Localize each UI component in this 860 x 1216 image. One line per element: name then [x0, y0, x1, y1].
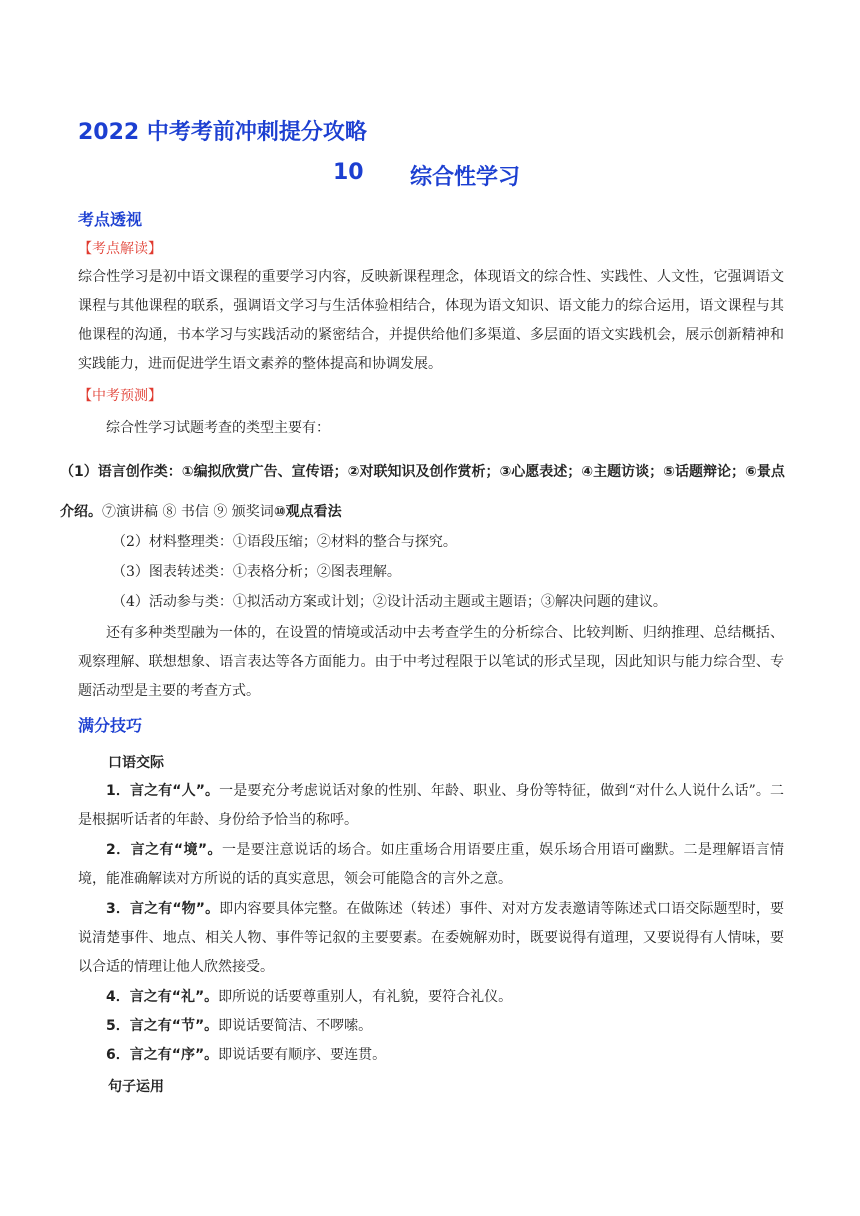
paragraph-intro: 综合性学习是初中语文课程的重要学习内容，反映新课程理念，体现语文的综合性、实践性、人文性，它强调语文课程与其他课程的联系，强调语文学习与生活体验相结合，体现为语文知识、语文能力的综合运用，语文课程与其他课程的沟通，书本学习与实践活动的紧密结合，并提供给他们多渠道、多层面的语文实践机会，展示创新精神和实践能力，进而促进学生语文素养的整体提高和协调发展。: [78, 269, 784, 372]
type-item-1-tail: ⑩观点看法: [273, 504, 342, 520]
subheading-jiedu: 【考点解读】: [78, 241, 162, 257]
chapter-number: 10: [333, 160, 364, 185]
tip-item-1-label: 1．言之有“人”。: [106, 783, 220, 799]
tip-item-1-text: 一是要充分考虑说话对象的性别、年龄、职业、身份等特征，做到“对什么人说什么话”。二是根据听话者的年龄、身份给予恰当的称呼。: [78, 783, 784, 828]
tip-item-5: [78, 1012, 784, 1041]
chapter-title: 综合性学习: [410, 165, 521, 190]
type-item-2: （2）材料整理类：①语段压缩；②材料的整合与探究。: [112, 534, 457, 550]
section-heading-jiqiao: 满分技巧: [78, 716, 143, 735]
type-item-3: （3）图表转述类：①表格分析；②图表理解。: [112, 564, 401, 580]
tip-item-3: [78, 895, 784, 982]
tip-item-4-label: 4．言之有“礼”。: [106, 989, 219, 1005]
tip-item-3-text: 即内容要具体完整。在做陈述（转述）事件、对对方发表邀请等陈述式口语交际题型时，要说清楚事件、地点、相关人物、事件等记叙的主要要素。在委婉解劝时，既要说得有道理，又要说得有人情味，要以合适的情理让他人欣然接受。: [78, 901, 784, 975]
section-heading-kaodian: 考点透视: [78, 210, 143, 229]
tip-item-6: [78, 1041, 784, 1070]
tip-item-3-label: 3．言之有“物”。: [106, 901, 220, 917]
types-intro: 综合性学习试题考查的类型主要有：: [106, 420, 330, 436]
tip-item-6-label: 6．言之有“序”。: [106, 1047, 219, 1063]
tip-item-6-text: 即说话要有顺序、要连贯。: [218, 1047, 387, 1063]
subheading-kouyu: 口语交际: [108, 755, 164, 771]
tip-item-2: [78, 836, 784, 894]
type-item-1: [60, 452, 785, 532]
tip-item-4: [78, 983, 784, 1012]
tip-item-1: [78, 777, 784, 835]
type-item-4: （4）活动参与类：①拟活动方案或计划；②设计活动主题或主题语；③解决问题的建议。: [112, 594, 667, 610]
paragraph-summary: 还有多种类型融为一体的，在设置的情境或活动中去考查学生的分析综合、比较判断、归纳推理、总结概括、观察理解、联想想象、语言表达等各方面能力。由于中考过程限于以笔试的形式呈现，因此知识与能力综合型、专题活动型是主要的考查方式。: [78, 625, 784, 699]
type-item-1-text: （1）语言创作类：①编拟欣赏广告、宣传语；②对联知识及创作赏析；③心愿表述；④主题访谈；⑤话题辩论；⑥景点介绍。: [60, 464, 785, 520]
tip-item-5-label: 5．言之有“节”。: [106, 1018, 219, 1034]
document-title: 2022 中考考前冲刺提分攻略: [78, 120, 367, 145]
tip-item-4-text: 即所说的话要尊重别人，有礼貌，要符合礼仪。: [218, 989, 513, 1005]
tip-item-2-label: 2．言之有“境”。: [106, 842, 222, 858]
subheading-juzi: 句子运用: [108, 1079, 164, 1095]
type-item-1-plain: ⑦演讲稿 ⑧ 书信 ⑨ 颁奖词: [102, 504, 274, 520]
tip-item-5-text: 即说话要简洁、不啰嗦。: [218, 1018, 373, 1034]
subheading-yuce: 【中考预测】: [78, 388, 162, 404]
tip-item-2-text: 一是要注意说话的场合。如庄重场合用语要庄重，娱乐场合用语可幽默。二是理解语言情境，能准确解读对方所说的话的真实意思，领会可能隐含的言外之意。: [78, 842, 784, 887]
